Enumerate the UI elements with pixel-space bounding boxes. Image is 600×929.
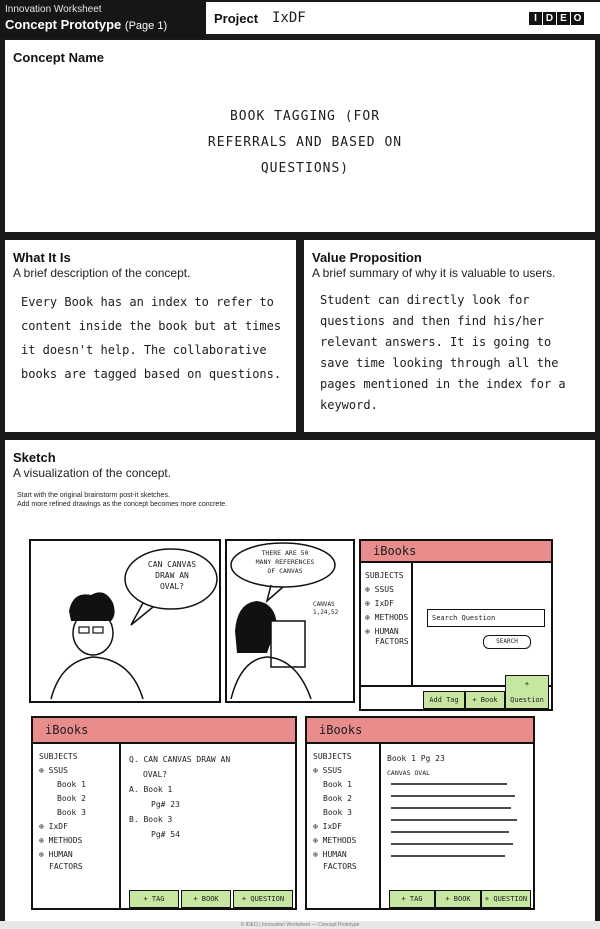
app-divider xyxy=(119,744,121,908)
ideo-logo xyxy=(528,12,584,25)
tree-item[interactable]: ⊕ HUMAN xyxy=(39,850,73,859)
search-button[interactable]: SEARCH xyxy=(483,635,531,649)
handwritten-line: relevant answers. It is going to xyxy=(320,335,552,349)
book-reference xyxy=(387,752,445,780)
handwritten-line: content inside the book but at times xyxy=(21,319,282,333)
answer-page: Pg# 54 xyxy=(151,830,180,839)
app-title-bar xyxy=(33,718,295,744)
answer-line[interactable]: A. Book 1 xyxy=(129,785,173,794)
sketch-frame-reading xyxy=(225,539,355,703)
answer-line[interactable]: B. Book 3 xyxy=(129,815,173,824)
concept-line: REFERRALS AND BASED ON xyxy=(207,135,403,150)
sketch-frame-question-answers xyxy=(31,716,297,910)
handwritten-line: books are tagged based on questions. xyxy=(21,367,282,381)
worksheet-title-text: Concept Prototype xyxy=(5,17,122,32)
handwritten-line: keyword. xyxy=(320,398,378,412)
tree-item[interactable]: ⊕ IxDF xyxy=(39,822,68,831)
page-text-lines xyxy=(387,780,527,860)
project-bar xyxy=(206,2,600,34)
tree-book[interactable]: Book 1 xyxy=(323,780,352,789)
add-book-button[interactable]: + Book xyxy=(465,691,505,709)
app-title: iBooks xyxy=(319,723,363,737)
subject-item[interactable]: ⊕ SSUS xyxy=(365,585,394,594)
worksheet-title xyxy=(5,17,167,32)
instruction-line: Add more refined drawings as the concept becomes more concrete. xyxy=(17,501,228,508)
bubble-line: OVAL? xyxy=(159,582,185,591)
handwritten-line: it doesn't help. The collaborative xyxy=(21,343,267,357)
sketch-subtitle: A visualization of the concept. xyxy=(13,466,172,480)
tree-item-sub: FACTORS xyxy=(323,862,357,871)
subject-label: SSUS xyxy=(374,585,394,594)
concept-name-text xyxy=(175,104,435,182)
tree-item[interactable]: ⊕ METHODS xyxy=(313,836,357,845)
add-question-button[interactable]: + QUESTION xyxy=(481,890,531,908)
tree-book[interactable]: Book 3 xyxy=(57,808,86,817)
add-question-button[interactable]: + QUESTION xyxy=(233,890,293,908)
project-label: Project xyxy=(214,11,259,26)
concept-name-title: Concept Name xyxy=(13,50,105,65)
add-question-button[interactable]: + Question xyxy=(505,675,549,709)
what-it-is-subtitle: A brief description of the concept. xyxy=(13,266,191,280)
question-line: OVAL? xyxy=(143,770,168,779)
add-tag-button[interactable]: + TAG xyxy=(389,890,435,908)
what-it-is-panel xyxy=(5,240,296,432)
bubble-line: OF CANVAS xyxy=(267,567,303,575)
handwritten-line: Every Book has an index to refer to xyxy=(21,295,274,309)
sketch-title: Sketch xyxy=(13,450,56,465)
concept-name-panel xyxy=(5,40,595,232)
value-proposition-text xyxy=(320,290,586,416)
tree-label: METHODS xyxy=(48,836,83,845)
add-book-button[interactable]: + BOOK xyxy=(181,890,231,908)
tree-label: SSUS xyxy=(48,766,68,775)
app-title: iBooks xyxy=(373,544,417,558)
add-tag-button[interactable]: + TAG xyxy=(129,890,179,908)
app-divider xyxy=(411,563,413,685)
bubble-line: THERE ARE 50 xyxy=(261,549,309,557)
app-title: iBooks xyxy=(45,723,89,737)
add-tag-button[interactable]: Add Tag xyxy=(423,691,465,709)
tree-book[interactable]: Book 2 xyxy=(57,794,86,803)
sketch-instructions xyxy=(17,491,227,509)
footer-copyright: © IDEO | Innovation Worksheet — Concept Prototype xyxy=(0,921,600,929)
subjects-tree xyxy=(39,750,86,874)
note-line: CANVAS xyxy=(313,601,335,608)
canvas-page-note xyxy=(313,601,338,617)
references-bubble xyxy=(231,549,339,576)
handwritten-line: questions and then find his/her xyxy=(320,314,544,328)
value-proposition-panel xyxy=(304,240,595,432)
subjects-tree xyxy=(313,750,357,874)
tree-item[interactable]: ⊕ METHODS xyxy=(39,836,83,845)
question-bubble xyxy=(135,559,209,592)
concept-line: QUESTIONS) xyxy=(260,161,350,176)
concept-line: BOOK TAGGING (FOR xyxy=(229,109,381,124)
project-value: IxDF xyxy=(272,10,306,26)
sketch-panel xyxy=(5,440,595,922)
tree-book[interactable]: Book 3 xyxy=(323,808,352,817)
tree-book[interactable]: Book 2 xyxy=(323,794,352,803)
logo-letter: E xyxy=(557,12,570,25)
worksheet-header xyxy=(0,0,206,38)
handwritten-line: Student can directly look for xyxy=(320,293,530,307)
answer-page: Pg# 23 xyxy=(151,800,180,809)
logo-letter: O xyxy=(571,12,584,25)
worksheet-subtitle: Innovation Worksheet xyxy=(5,4,102,15)
answer-content xyxy=(129,752,287,842)
tree-label: HUMAN xyxy=(322,850,347,859)
logo-letter: D xyxy=(543,12,556,25)
handwritten-line: pages mentioned in the index for a xyxy=(320,377,566,391)
subject-label: METHODS xyxy=(374,613,409,622)
what-it-is-title: What It Is xyxy=(13,250,71,265)
tree-label: HUMAN xyxy=(48,850,73,859)
subject-label: IxDF xyxy=(374,599,394,608)
bubble-line: CAN CANVAS xyxy=(147,560,197,569)
instruction-line: Start with the original brainstorm post-it sketches. xyxy=(17,492,170,499)
search-question-input[interactable]: Search Question xyxy=(427,609,545,627)
subjects-label: SUBJECTS xyxy=(39,752,78,761)
add-book-button[interactable]: + BOOK xyxy=(435,890,481,908)
app-title-bar xyxy=(361,541,551,563)
tree-label: IxDF xyxy=(322,822,342,831)
tree-item[interactable]: ⊕ IxDF xyxy=(313,822,342,831)
sketch-frame-book-page xyxy=(305,716,535,910)
subjects-list xyxy=(365,569,409,649)
subject-item[interactable]: ⊕ IxDF xyxy=(365,599,394,608)
subject-label: HUMAN xyxy=(374,627,399,636)
bubble-line: MANY REFERENCES xyxy=(255,558,315,566)
app-divider xyxy=(379,744,381,908)
bubble-line: DRAW AN xyxy=(155,571,189,580)
tree-label: SSUS xyxy=(322,766,342,775)
subjects-label: SUBJECTS xyxy=(313,752,352,761)
question-line: Q. CAN CANVAS DRAW AN xyxy=(129,755,231,764)
tree-item-sub: FACTORS xyxy=(49,862,83,871)
note-line: 1,24,52 xyxy=(313,609,339,616)
subject-item[interactable]: ⊕ HUMAN xyxy=(365,627,399,636)
book-reference-title: Book 1 Pg 23 xyxy=(387,754,445,763)
what-it-is-text xyxy=(21,290,287,386)
tree-item[interactable]: ⊕ SSUS xyxy=(313,766,342,775)
tree-label: METHODS xyxy=(322,836,357,845)
book-reference-subtitle: CANVAS OVAL xyxy=(387,769,431,777)
page-number: (Page 1) xyxy=(124,20,168,32)
logo-letter: I xyxy=(529,12,542,25)
tree-book[interactable]: Book 1 xyxy=(57,780,86,789)
tree-label: IxDF xyxy=(48,822,68,831)
sketch-frame-question xyxy=(29,539,221,703)
subject-item-sub: FACTORS xyxy=(375,637,409,646)
value-proposition-subtitle: A brief summary of why it is valuable to users. xyxy=(312,266,556,280)
value-proposition-title: Value Proposition xyxy=(312,250,422,265)
tree-item[interactable]: ⊕ SSUS xyxy=(39,766,68,775)
subjects-label: SUBJECTS xyxy=(365,571,404,580)
subject-item[interactable]: ⊕ METHODS xyxy=(365,613,409,622)
sketch-frame-ibooks-search xyxy=(359,539,553,711)
handwritten-line: save time looking through all the xyxy=(320,356,559,370)
app-title-bar xyxy=(307,718,533,744)
tree-item[interactable]: ⊕ HUMAN xyxy=(313,850,347,859)
